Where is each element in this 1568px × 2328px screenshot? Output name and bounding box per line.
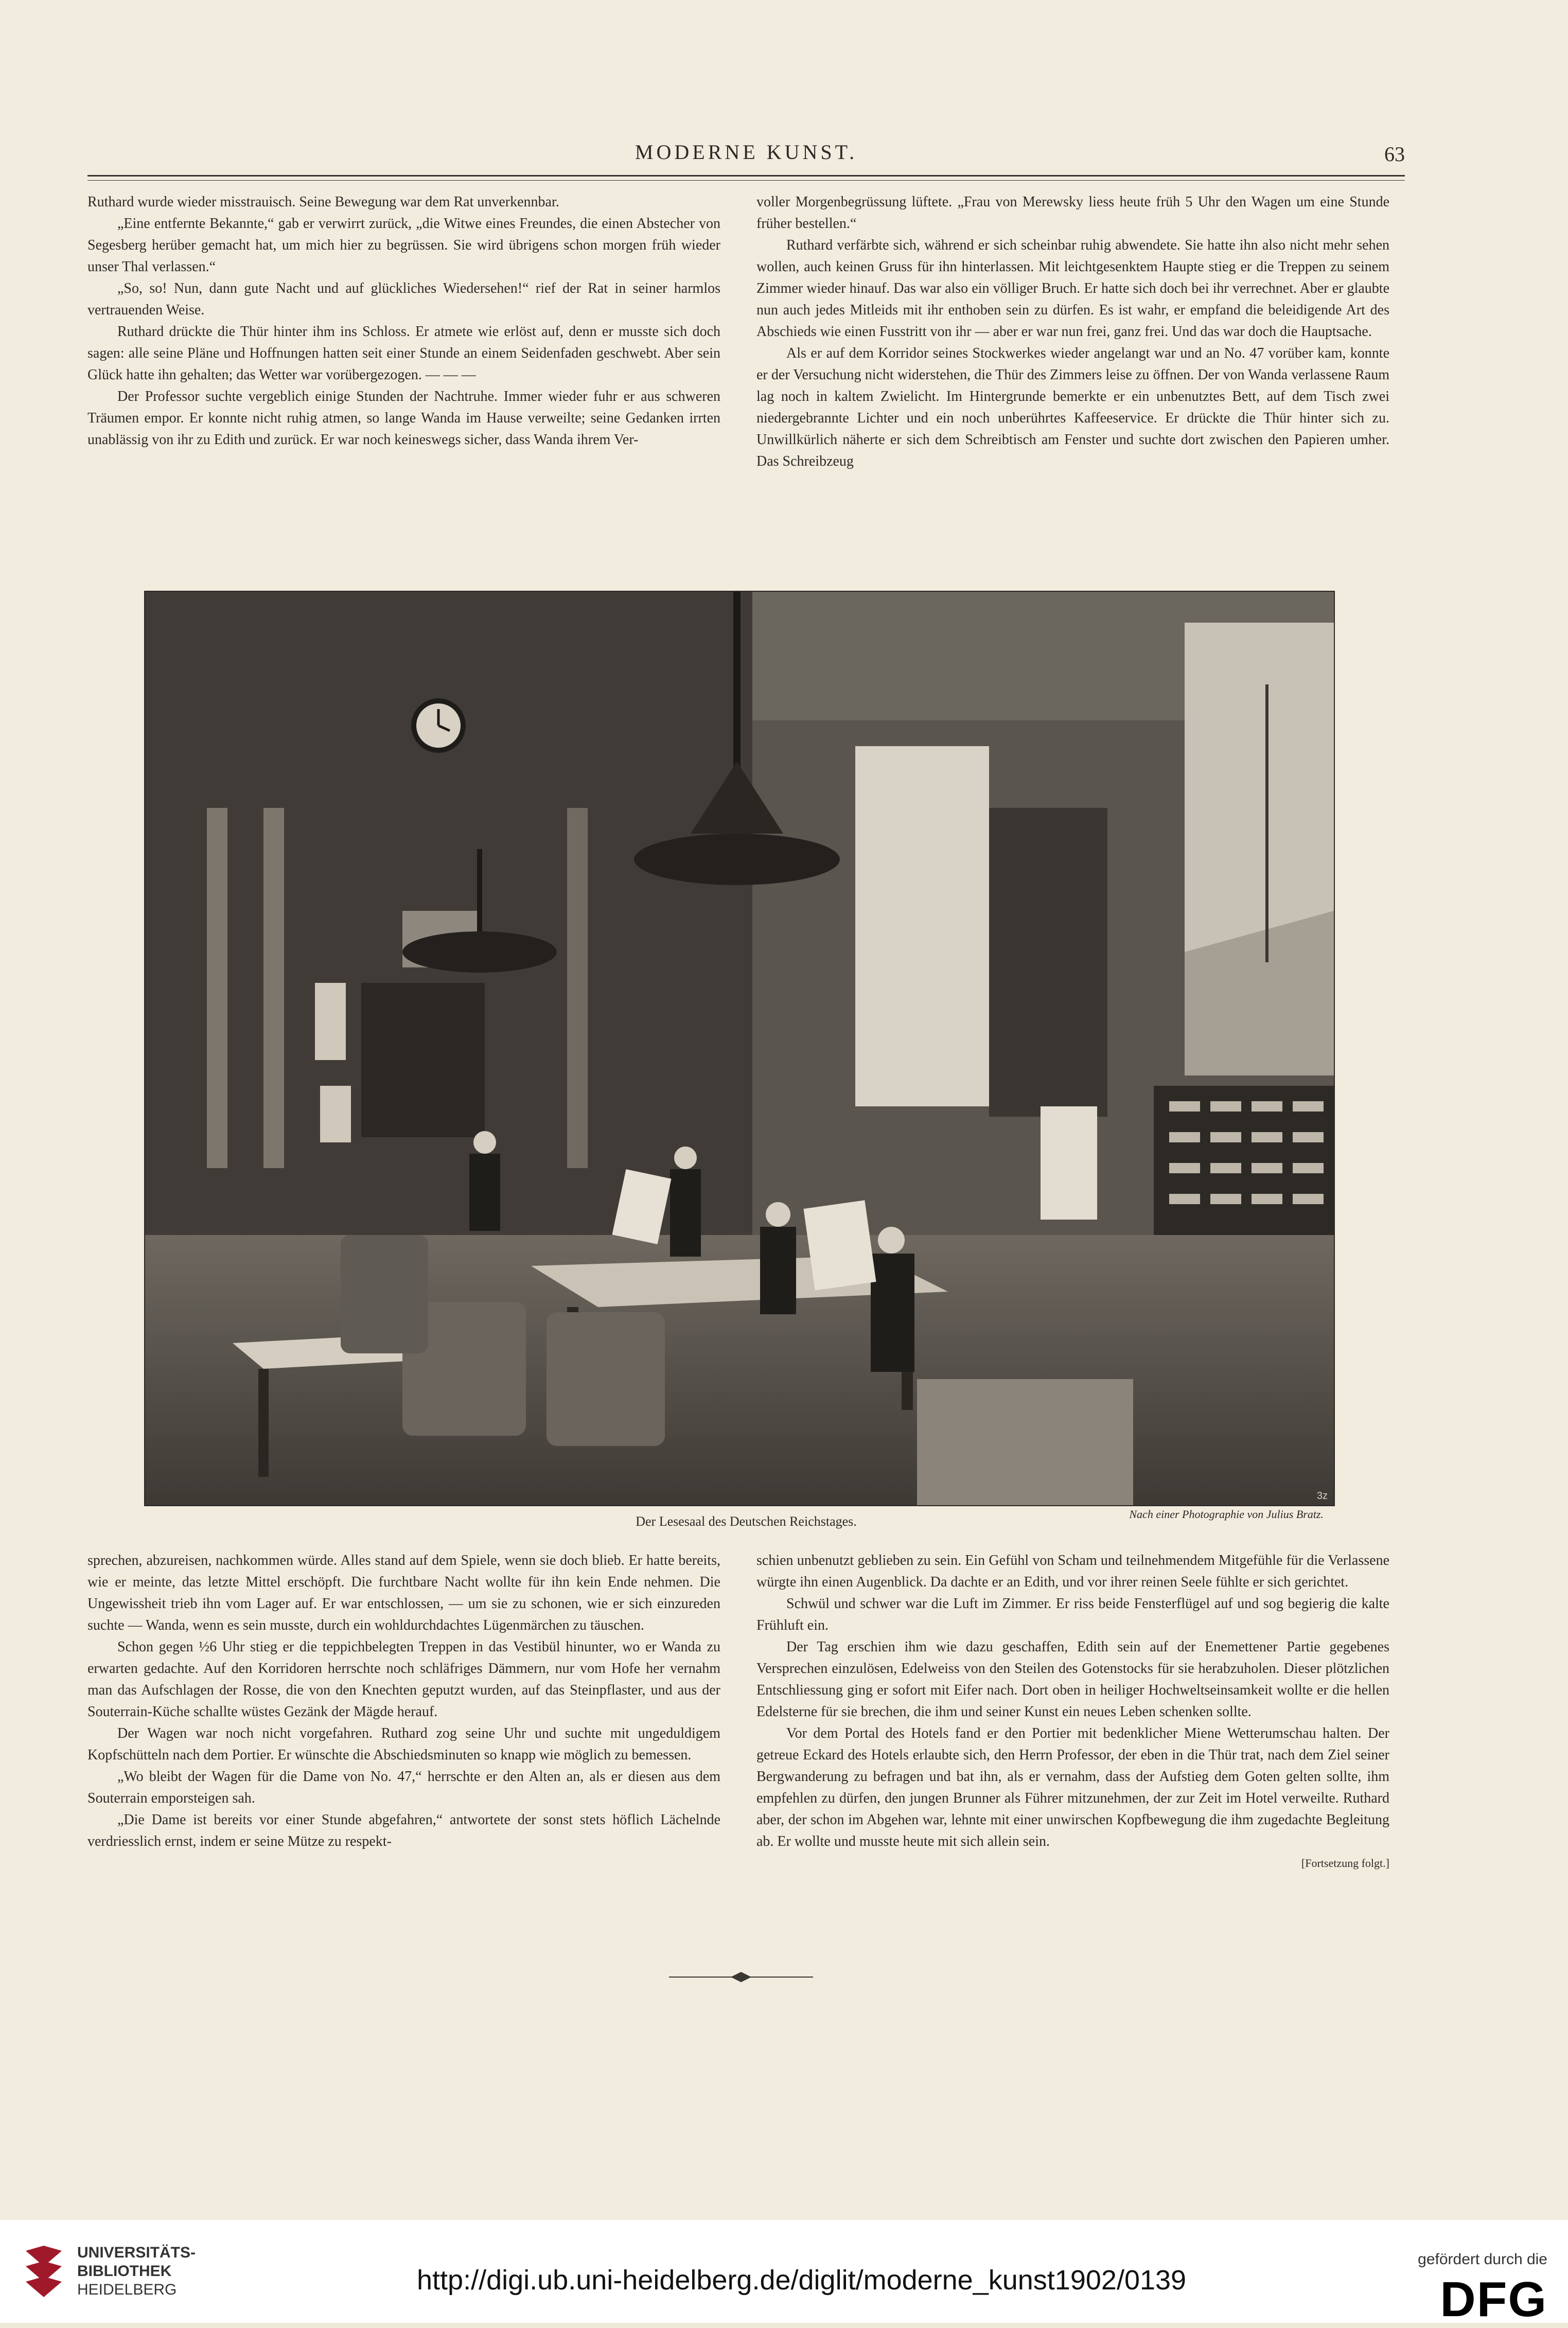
paragraph: „Eine entfernte Bekannte,“ gab er verwirrt zurück, „die Witwe eines Freundes, die einen Abstecher von Segesberg herüber gemacht hat, um mich hier zu begrüssen. Sie wird übrigens schon morgen früh wieder unser Thal verlassen.“ bbox=[87, 216, 720, 275]
paragraph: sprechen, abzureisen, nachkommen würde. Alles stand auf dem Spiele, wenn sie doch blieb. Er hatte bereits, wie er meinte, das letzte Mittel erschöpft. Die furchtbare Nacht wollte für ihn kein Ende nehmen. Die Ungewissheit trieb ihn vom Lager auf. Er war entschlossen, — um sie zu schonen, wie er sich einzureden suchte — Wanda, wenn es sein musste, durch ein wohldurchdachtes Lügenmärchen zu täuschen. bbox=[87, 1553, 720, 1633]
library-name bbox=[77, 2244, 196, 2299]
paragraph: Der Wagen war noch nicht vorgefahren. Ruthard zog seine Uhr und suchte mit ungeduldigem Kopfschütteln nach dem Portier. Er wünschte die Abschiedsminuten so knapp wie möglich zu bemessen. bbox=[87, 1725, 720, 1763]
digitization-footer bbox=[0, 2220, 1568, 2327]
continuation-label: [Fortsetzung folgt.] bbox=[1301, 1857, 1389, 1870]
dfg-logo: DFG bbox=[1440, 2272, 1547, 2327]
paragraph: Ruthard verfärbte sich, während er sich scheinbar ruhig abwendete. Sie hatte ihn also nicht mehr sehen wollen, auch keinen Gruss für ihn hinterlassen. Mit leichtgesenktem Haupte stieg er die Treppen zu seinem Zimmer wieder hinauf. Das war also ein völliger Bruch. Er hatte sich doch bei ihr verrechnet. Aber er glaubte nun auch jedes Mitleids mit ihr enthoben sein zu dürfen. Es ist wahr, er empfand die beleidigende Art des Abschieds wie einen Fusstritt von ihr — aber er war nun frei, ganz frei. Und das war doch die Hauptsache. bbox=[756, 237, 1389, 340]
paragraph: voller Morgenbegrüssung lüftete. „Frau von Merewsky liess heute früh 5 Uhr den Wagen um eine Stunde früher bestellen.“ bbox=[756, 194, 1389, 232]
paragraph: Schon gegen ½6 Uhr stieg er die teppichbelegten Treppen in das Vestibül hinunter, wo er Wanda zu erwarten gedachte. Auf den Korridoren herrschte noch schläfriges Dämmern, nur vom Hofe her vernahm man das Aufschlagen der Rosse, die von den Knechten geputzt wurden, auf das Steinpflaster, und aus der Souterrain-Küche schallte wüstes Gezänk der Mägde herauf. bbox=[87, 1639, 720, 1720]
library-name-line: HEIDELBERG bbox=[77, 2281, 177, 2298]
column-right-bottom bbox=[756, 1550, 1389, 1951]
header-rule-thin bbox=[87, 180, 1405, 181]
page-number: 63 bbox=[1384, 143, 1405, 166]
paragraph: Der Professor suchte vergeblich einige Stunden der Nachtruhe. Immer wieder fuhr er aus schweren Träumen empor. Er konnte nicht ruhig atmen, so lange Wanda im Hause verweilte; seine Gedanken irrten unablässig von ihr zu Edith und zurück. Er war noch keineswegs sicher, dass Wanda ihrem Ver- bbox=[87, 389, 720, 448]
funding-note: gefördert durch die bbox=[1418, 2251, 1547, 2268]
running-head bbox=[87, 140, 1405, 171]
column-left-bottom bbox=[87, 1550, 720, 1951]
paragraph: „Wo bleibt der Wagen für die Dame von No. 47,“ herrschte er den Alten an, als er diesen aus dem Souterrain emporsteigen sah. bbox=[87, 1769, 720, 1806]
end-ornament bbox=[669, 1971, 813, 1983]
paragraph: „Die Dame ist bereits vor einer Stunde abgefahren,“ antwortete der sonst stets höflich Lächelnde verdriesslich ernst, indem er seine Mütze zu respekt- bbox=[87, 1812, 720, 1849]
photograph-illustration bbox=[145, 592, 1334, 1505]
library-logo-icon bbox=[21, 2246, 67, 2302]
column-right-top bbox=[756, 191, 1389, 562]
paragraph: schien unbenutzt geblieben zu sein. Ein Gefühl von Scham und teilnehmendem Mitgefühle für die Verlassene würgte ihn einen Augenblick. Da dachte er an Edith, und vor ihrer reinen Seele fühlte er sich gerichtet. bbox=[756, 1553, 1389, 1590]
permalink[interactable]: http://digi.ub.uni-heidelberg.de/diglit/moderne_kunst1902/0139 bbox=[417, 2265, 1187, 2296]
reading-room-photograph bbox=[144, 591, 1335, 1506]
figure-caption: Der Lesesaal des Deutschen Reichstages. bbox=[636, 1514, 857, 1529]
running-title: MODERNE KUNST. bbox=[635, 140, 858, 164]
plate-mark: 3z bbox=[1316, 1490, 1328, 1502]
paragraph: „So, so! Nun, dann gute Nacht und auf glückliches Wiedersehen!“ rief der Rat in seiner harmlos vertrauenden Weise. bbox=[87, 280, 720, 318]
paragraph: Als er auf dem Korridor seines Stockwerkes wieder angelangt war und an No. 47 vorüber kam, konnte er der Versuchung nicht widerstehen, die Thür des Zimmers leise zu öffnen. Der von Wanda verlassene Raum lag noch in kaltem Zwielicht. Im Hintergrunde bemerkte er ein unbenutztes Bett, auf dem Tisch zwei niedergebrannte Lichter und ein noch unberührtes Kaffeeservice. Er drückte die Thür hinter sich zu. Unwillkürlich näherte er sich dem Schreibtisch am Fenster und suchte dort zwischen den Papieren umher. Das Schreibzeug bbox=[756, 345, 1389, 469]
paragraph: Ruthard wurde wieder misstrauisch. Seine Bewegung war dem Rat unverkennbar. bbox=[87, 194, 559, 210]
paragraph: Ruthard drückte die Thür hinter ihm ins Schloss. Er atmete wie erlöst auf, denn er musste sich doch sagen: alle seine Pläne und Hoffnungen hatten seit einer Stunde an einem Seidenfaden geschwebt. Aber sein Glück hatte ihn gehalten; das Wetter war vorübergezogen. — — — bbox=[87, 324, 720, 383]
paragraph: Schwül und schwer war die Luft im Zimmer. Er riss beide Fensterflügel auf und sog begierig die kalte Frühluft ein. bbox=[756, 1596, 1389, 1633]
paragraph: Der Tag erschien ihm wie dazu geschaffen, Edith sein auf der Enemettener Partie gegebenes Versprechen einzulösen, Edelweiss von den Steilen des Gotenstocks für sie herabzuholen. Dieser plötzlichen Entschliessung ging er sofort mit Eifer nach. Dort oben in heiliger Hochweltseinsamkeit wollte er die hellen Edelsterne für sie brechen, die ihm und seiner Kunst ein neues Leben schenken sollte. bbox=[756, 1639, 1389, 1720]
photo-credit: Nach einer Photographie von Julius Bratz. bbox=[1129, 1508, 1324, 1521]
header-rule bbox=[87, 175, 1405, 177]
library-name-line: BIBLIOTHEK bbox=[77, 2263, 172, 2280]
library-name-line: UNIVERSITÄTS- bbox=[77, 2244, 196, 2261]
column-left-top bbox=[87, 191, 720, 562]
paragraph: Vor dem Portal des Hotels fand er den Portier mit bedenklicher Miene Wetterumschau halten. Der getreue Eckard des Hotels erlaubte sich, den Herrn Professor, der eben in die Thür trat, nach dem Ziel seiner Bergwanderung zu befragen und bat ihn, als er vernahm, dass der Aufstieg dem Goten gelten sollte, ihm empfehlen zu dürfen, den jungen Brunner als Führer mitzunehmen, der zur Zeit im Hotel verweilte. Ruthard aber, der schon im Abgehen war, lehnte mit einer unwirschen Kopfbewegung die ihm zugedachte Begleitung ab. Er wollte und musste heute mit sich allein sein. bbox=[756, 1725, 1389, 1849]
